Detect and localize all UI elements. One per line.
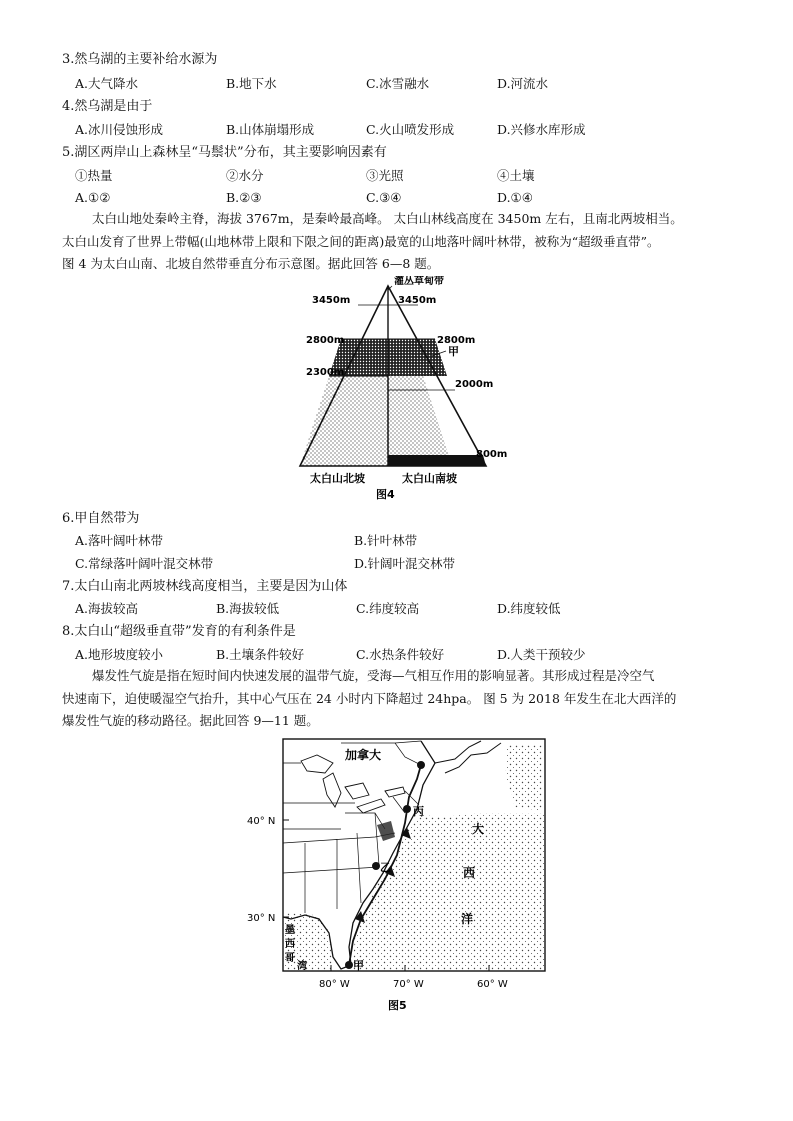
south-deciduous-band bbox=[388, 376, 449, 456]
figure-5-caption: 图5 bbox=[388, 999, 407, 1012]
label-lat-40n: 40° N bbox=[247, 816, 276, 827]
label-lat-30n: 30° N bbox=[247, 913, 276, 924]
q3-option-b: B.地下水 bbox=[226, 76, 277, 91]
q7-option-c: C.纬度较高 bbox=[356, 601, 420, 616]
question-8-stem: 8.太白山“超级垂直带”发育的有利条件是 bbox=[62, 624, 296, 639]
label-south-800m: 800m bbox=[476, 449, 508, 460]
label-point-bing: 丙 bbox=[413, 805, 424, 818]
passage-taibai-line-2: 太白山发育了世界上带幅(山地林带上限和下限之间的距离)最宽的山地落叶阔叶林带，被称为“超级垂直带”。 bbox=[62, 233, 660, 249]
q3-option-a: A.大气降水 bbox=[75, 76, 139, 91]
label-north-2800m: 2800m bbox=[306, 335, 345, 346]
q5-option-c: C.③④ bbox=[366, 190, 402, 205]
question-4-stem: 4.然乌湖是由于 bbox=[62, 99, 153, 114]
question-7-stem: 7.太白山南北两坡林线高度相当，主要是因为山体 bbox=[62, 579, 348, 594]
label-north-slope: 太白山北坡 bbox=[310, 472, 365, 485]
q7-option-a: A.海拔较高 bbox=[75, 601, 139, 616]
label-shrub-meadow: 灌丛草甸带 bbox=[394, 276, 444, 287]
q5-option-b: B.②③ bbox=[226, 190, 262, 205]
label-lon-70w: 70° W bbox=[393, 979, 424, 990]
passage-cyclone bbox=[62, 665, 738, 733]
label-gulf-xi: 西 bbox=[285, 939, 295, 950]
q5-option-a: A.①② bbox=[75, 190, 111, 205]
label-gulf-ge: 哥 bbox=[285, 953, 295, 964]
point-final-dot bbox=[417, 761, 425, 769]
point-bing-dot bbox=[403, 805, 411, 813]
q6-option-b: B.针叶林带 bbox=[354, 533, 418, 548]
q5-option-d: D.①④ bbox=[497, 190, 533, 205]
q4-option-b: B.山体崩塌形成 bbox=[226, 122, 315, 137]
label-lon-60w: 60° W bbox=[477, 979, 508, 990]
label-north-2300m: 2300m bbox=[306, 367, 345, 378]
north-deciduous-band bbox=[300, 376, 388, 466]
label-gulf-wan: 湾 bbox=[297, 961, 307, 972]
question-6-stem: 6.甲自然带为 bbox=[62, 511, 140, 526]
label-south-3450m: 3450m bbox=[398, 295, 437, 306]
q4-option-d: D.兴修水库形成 bbox=[497, 122, 586, 137]
q6-option-a: A.落叶阔叶林带 bbox=[75, 533, 164, 548]
q5-item-4: ④土壤 bbox=[497, 168, 535, 183]
label-canada: 加拿大 bbox=[345, 748, 382, 762]
point-jia-dot bbox=[345, 961, 353, 969]
q7-option-d: D.纬度较低 bbox=[497, 601, 561, 616]
passage-taibai-line-1: 太白山地处秦岭主脊，海拔 3767m，是秦岭最高峰。 太白山林线高度在 3450m 左右，且南北两坡相当。 bbox=[92, 211, 683, 226]
passage-cyclone-line-2: 快速南下，迫使暖湿空气抬升，其中心气压在 24 小时内下降超过 24hpa。 图 5 为 2018 年发生在北大西洋的 bbox=[62, 690, 677, 706]
label-south-2000m: 2000m bbox=[455, 379, 494, 390]
figure-4-diagram bbox=[290, 276, 510, 502]
q5-item-1: ①热量 bbox=[75, 168, 113, 183]
passage-cyclone-line-1: 爆发性气旋是指在短时间内快速发展的温带气旋，受海—气相互作用的影响显著。其形成过程是冷空气 bbox=[92, 668, 655, 683]
question-3-stem: 3.然乌湖的主要补给水源为 bbox=[62, 52, 218, 67]
label-north-3450m: 3450m bbox=[312, 295, 351, 306]
q8-option-b: B.土壤条件较好 bbox=[216, 647, 305, 662]
label-lon-80w: 80° W bbox=[319, 979, 350, 990]
passage-taibai bbox=[62, 208, 738, 276]
q7-option-b: B.海拔较低 bbox=[216, 601, 280, 616]
passage-cyclone-line-3: 爆发性气旋的移动路径。据此回答 9—11 题。 bbox=[62, 713, 319, 728]
q8-option-a: A.地形坡度较小 bbox=[75, 647, 164, 662]
q4-option-a: A.冰川侵蚀形成 bbox=[75, 122, 164, 137]
q4-option-c: C.火山喷发形成 bbox=[366, 122, 455, 137]
q6-option-c: C.常绿落叶阔叶混交林带 bbox=[75, 556, 214, 571]
label-ocean-yang: 洋 bbox=[461, 912, 474, 926]
q8-option-d: D.人类干预较少 bbox=[497, 647, 586, 662]
q5-item-3: ③光照 bbox=[366, 168, 404, 183]
q3-option-c: C.冰雪融水 bbox=[366, 76, 430, 91]
q8-option-c: C.水热条件较好 bbox=[356, 647, 445, 662]
label-south-slope: 太白山南坡 bbox=[402, 472, 457, 485]
question-5-stem: 5.湖区两岸山上森林呈“马鬃状”分布，其主要影响因素有 bbox=[62, 145, 387, 160]
label-south-2800m: 2800m bbox=[437, 335, 476, 346]
label-point-jia: 甲 bbox=[353, 959, 364, 972]
passage-taibai-line-3: 图 4 为太白山南、北坡自然带垂直分布示意图。据此回答 6—8 题。 bbox=[62, 256, 440, 271]
figure-5-map bbox=[245, 733, 550, 1015]
label-ocean-da: 大 bbox=[472, 822, 485, 836]
figure-4-caption: 图4 bbox=[376, 488, 395, 501]
q3-option-d: D.河流水 bbox=[497, 76, 549, 91]
south-evergreen-band bbox=[388, 455, 486, 466]
label-ocean-xi: 西 bbox=[463, 866, 476, 880]
label-point-yi: 乙 bbox=[380, 861, 391, 874]
point-yi-dot bbox=[372, 862, 380, 870]
q5-item-2: ②水分 bbox=[226, 168, 264, 183]
marker-jia: 甲 bbox=[448, 345, 459, 358]
label-gulf-mo: 墨 bbox=[285, 925, 295, 936]
q6-option-d: D.针阔叶混交林带 bbox=[354, 556, 456, 571]
